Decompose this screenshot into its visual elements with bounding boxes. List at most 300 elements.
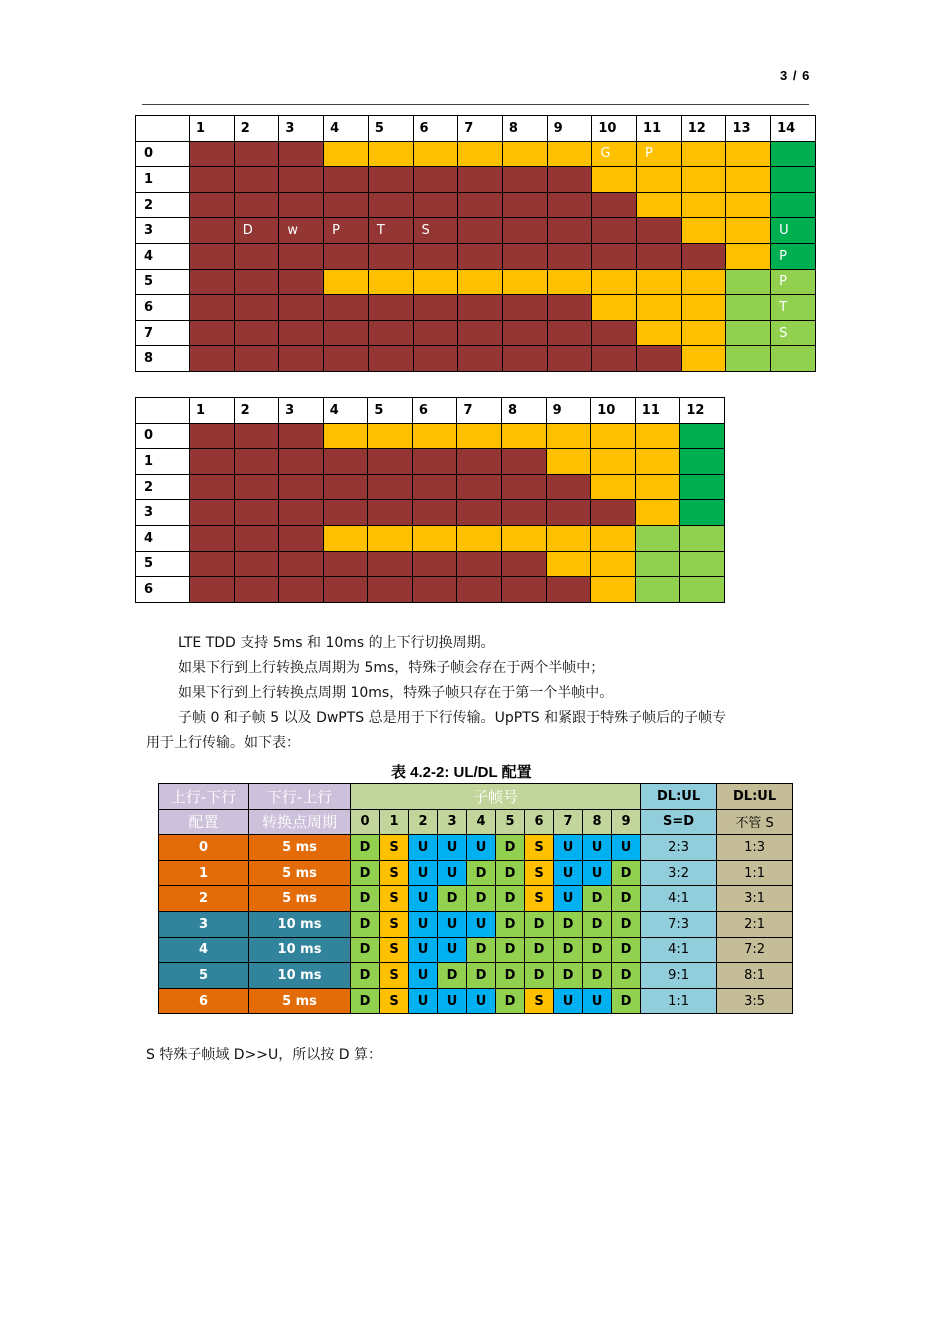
grid-cell	[368, 423, 413, 449]
subframe-cell: D	[554, 911, 583, 937]
grid-cell	[234, 243, 279, 269]
subframe-cell: U	[409, 911, 438, 937]
header-ratio-s-d-sub: S=D	[641, 809, 717, 835]
grid-cell	[279, 141, 324, 167]
grid-cell	[190, 295, 235, 321]
grid-cell: w	[279, 218, 324, 244]
switch-period: 10 ms	[249, 911, 351, 937]
grid-cell	[234, 449, 279, 475]
grid-cell	[726, 346, 771, 372]
grid-cell	[368, 243, 413, 269]
grid-row	[136, 141, 816, 167]
subframe-number-header: 4	[467, 809, 496, 835]
grid-cell	[637, 218, 682, 244]
config-row	[159, 886, 793, 912]
grid-row	[136, 346, 816, 372]
ratio-ignore-s: 1:3	[717, 835, 793, 861]
grid-cell	[546, 577, 591, 603]
grid-cell	[681, 269, 726, 295]
grid-row-label: 2	[136, 192, 190, 218]
grid-column-header: 13	[726, 116, 771, 142]
subframe-cell: D	[351, 911, 380, 937]
grid-cell	[279, 167, 324, 193]
subframe-cell: D	[612, 963, 641, 989]
grid-cell	[279, 525, 324, 551]
grid-cell	[279, 449, 324, 475]
grid-cell	[681, 295, 726, 321]
ratio-s-d: 7:3	[641, 911, 717, 937]
subframe-cell: S	[525, 835, 554, 861]
paragraph-1: LTE TDD 支持 5ms 和 10ms 的上下行切换周期。	[178, 635, 495, 651]
grid-row	[136, 525, 725, 551]
grid-cell	[771, 346, 816, 372]
grid-cell	[413, 141, 458, 167]
grid-cell	[547, 269, 592, 295]
header-rule	[142, 104, 809, 105]
ratio-s-d: 4:1	[641, 886, 717, 912]
subframe-cell: D	[467, 860, 496, 886]
grid-cell	[681, 167, 726, 193]
grid-cell	[413, 192, 458, 218]
subframe-cell: D	[351, 886, 380, 912]
grid-cell	[279, 423, 324, 449]
grid-cell	[592, 218, 637, 244]
grid-cell	[457, 551, 502, 577]
grid-row-label: 3	[136, 500, 190, 526]
grid-cell	[323, 551, 368, 577]
subframe-cell: D	[351, 988, 380, 1014]
config-row	[159, 963, 793, 989]
grid-cell	[413, 269, 458, 295]
subframe-cell: U	[467, 835, 496, 861]
grid-cell	[323, 474, 368, 500]
grid-column-header: 4	[324, 116, 369, 142]
switch-period: 10 ms	[249, 937, 351, 963]
grid-cell	[680, 551, 725, 577]
subframe-cell: U	[438, 937, 467, 963]
grid-cell	[457, 577, 502, 603]
grid-row-label: 3	[136, 218, 190, 244]
grid-cell	[458, 346, 503, 372]
grid-row	[136, 192, 816, 218]
grid-column-header: 9	[547, 116, 592, 142]
grid-cell	[190, 243, 235, 269]
paragraph-6: S 特殊子帧域 D>>U，所以按 D 算：	[146, 1047, 382, 1063]
grid-cell	[190, 192, 235, 218]
grid-cell	[368, 577, 413, 603]
paragraph-3: 如果下行到上行转换点周期 10ms，特殊子帧只存在于第一个半帧中。	[178, 685, 614, 701]
subframe-cell: D	[554, 937, 583, 963]
header-subframe: 子帧号	[351, 784, 641, 810]
grid-row-label: 7	[136, 320, 190, 346]
grid-cell: P	[324, 218, 369, 244]
grid-column-header: 2	[234, 116, 279, 142]
grid-cell	[547, 320, 592, 346]
grid-row	[136, 449, 725, 475]
grid-cell	[412, 423, 457, 449]
config-row	[159, 911, 793, 937]
grid-cell	[412, 500, 457, 526]
subframe-cell: D	[525, 911, 554, 937]
grid-cell	[502, 346, 547, 372]
ratio-ignore-s: 3:1	[717, 886, 793, 912]
grid-row-label: 6	[136, 577, 190, 603]
grid-cell	[592, 192, 637, 218]
grid-column-header: 8	[502, 116, 547, 142]
grid-row	[136, 500, 725, 526]
subframe-cell: U	[612, 835, 641, 861]
header-ratio-ignore-s-sub: 不管 S	[717, 809, 793, 835]
grid-cell	[637, 167, 682, 193]
subframe-cell: U	[409, 963, 438, 989]
grid-cell	[458, 192, 503, 218]
grid-cell	[637, 320, 682, 346]
grid-cell	[502, 320, 547, 346]
grid-cell	[279, 295, 324, 321]
grid-cell: G	[592, 141, 637, 167]
subframe-cell: D	[496, 911, 525, 937]
ratio-ignore-s: 1:1	[717, 860, 793, 886]
grid-row	[136, 423, 725, 449]
grid-cell	[547, 243, 592, 269]
grid-cell	[547, 346, 592, 372]
subframe-cell: D	[525, 963, 554, 989]
grid-cell	[771, 167, 816, 193]
grid-cell: U	[771, 218, 816, 244]
grid-cell	[412, 449, 457, 475]
grid-cell: S	[413, 218, 458, 244]
grid-cell	[680, 449, 725, 475]
grid-cell	[547, 218, 592, 244]
grid-cell	[547, 295, 592, 321]
grid-cell	[680, 423, 725, 449]
grid-cell	[368, 474, 413, 500]
grid-cell	[726, 243, 771, 269]
grid-cell	[546, 551, 591, 577]
subframe-cell: U	[409, 860, 438, 886]
subframe-cell: D	[438, 963, 467, 989]
grid-cell	[323, 449, 368, 475]
grid-cell	[190, 500, 235, 526]
grid-column-header: 14	[771, 116, 816, 142]
subframe-cell: U	[409, 886, 438, 912]
subframe-cell: D	[438, 886, 467, 912]
grid-cell	[726, 218, 771, 244]
grid-cell	[680, 474, 725, 500]
header-period-sub: 转换点周期	[249, 809, 351, 835]
header-period: 下行-上行	[249, 784, 351, 810]
subframe-cell: U	[554, 860, 583, 886]
grid-row-label: 6	[136, 295, 190, 321]
subframe-number-header: 0	[351, 809, 380, 835]
grid-column-header: 11	[635, 398, 680, 424]
grid-cell	[637, 243, 682, 269]
grid-cell	[637, 295, 682, 321]
grid-cell	[324, 192, 369, 218]
grid-cell	[635, 449, 680, 475]
grid-cell: D	[234, 218, 279, 244]
subframe-cell: S	[380, 963, 409, 989]
grid-cell	[726, 167, 771, 193]
grid-cell	[680, 577, 725, 603]
grid-cell	[234, 269, 279, 295]
subframe-cell: U	[554, 886, 583, 912]
grid-column-header: 5	[368, 398, 413, 424]
ratio-s-d: 9:1	[641, 963, 717, 989]
subframe-cell: D	[612, 937, 641, 963]
subframe-cell: U	[409, 937, 438, 963]
subframe-number-header: 7	[554, 809, 583, 835]
subframe-cell: U	[409, 835, 438, 861]
subframe-cell: S	[380, 835, 409, 861]
grid-cell	[502, 551, 547, 577]
subframe-cell: U	[583, 988, 612, 1014]
grid-cell	[412, 577, 457, 603]
grid-column-header: 3	[279, 116, 324, 142]
grid-cell	[591, 449, 636, 475]
ratio-s-d: 1:1	[641, 988, 717, 1014]
grid-cell	[368, 525, 413, 551]
grid-cell	[502, 423, 547, 449]
grid-cell: P	[771, 269, 816, 295]
subframe-cell: U	[554, 988, 583, 1014]
grid-cell	[546, 474, 591, 500]
grid-row	[136, 551, 725, 577]
subframe-cell: U	[467, 988, 496, 1014]
subframe-cell: S	[380, 988, 409, 1014]
grid-cell	[680, 500, 725, 526]
grid-cell	[324, 167, 369, 193]
grid-cell	[458, 320, 503, 346]
grid-cell	[592, 346, 637, 372]
grid-cell	[635, 500, 680, 526]
grid-column-header: 1	[190, 398, 235, 424]
subframe-cell: D	[583, 963, 612, 989]
subframe-cell: D	[612, 911, 641, 937]
config-row	[159, 860, 793, 886]
grid-cell	[546, 423, 591, 449]
ratio-ignore-s: 7:2	[717, 937, 793, 963]
grid-cell	[412, 525, 457, 551]
grid-cell	[591, 577, 636, 603]
subframe-cell: D	[467, 963, 496, 989]
subframe-number-header: 9	[612, 809, 641, 835]
grid-cell	[279, 500, 324, 526]
grid-cell	[413, 295, 458, 321]
grid-cell: P	[637, 141, 682, 167]
grid-cell	[458, 269, 503, 295]
grid-column-header: 11	[637, 116, 682, 142]
grid-cell	[323, 500, 368, 526]
grid-cell	[502, 449, 547, 475]
grid-row-label: 4	[136, 525, 190, 551]
subframe-cell: U	[554, 835, 583, 861]
subframe-cell: S	[380, 937, 409, 963]
grid-cell: S	[771, 320, 816, 346]
grid-cell	[234, 474, 279, 500]
grid-cell	[635, 474, 680, 500]
grid-cell: T	[771, 295, 816, 321]
grid-cell	[413, 167, 458, 193]
switch-period: 5 ms	[249, 886, 351, 912]
grid-row-label: 0	[136, 423, 190, 449]
subframe-cell: D	[496, 835, 525, 861]
table-caption: 表 4.2-2: UL/DL 配置	[391, 764, 532, 781]
grid-cell	[502, 295, 547, 321]
grid-cell	[190, 218, 235, 244]
grid-cell	[323, 577, 368, 603]
subframe-cell: D	[496, 937, 525, 963]
grid-cell	[190, 346, 235, 372]
subframe-cell: D	[525, 937, 554, 963]
grid-cell	[234, 295, 279, 321]
grid-cell	[413, 320, 458, 346]
grid-cell	[726, 320, 771, 346]
subframe-cell: D	[496, 860, 525, 886]
grid-cell	[324, 141, 369, 167]
subframe-number-header: 6	[525, 809, 554, 835]
grid-cell	[368, 192, 413, 218]
grid-cell	[681, 192, 726, 218]
switch-period: 5 ms	[249, 835, 351, 861]
subframe-cell: D	[467, 886, 496, 912]
grid-cell	[190, 551, 235, 577]
grid-cell	[457, 474, 502, 500]
config-row	[159, 937, 793, 963]
header-config-sub: 配置	[159, 809, 249, 835]
subframe-cell: S	[525, 886, 554, 912]
grid-cell	[458, 295, 503, 321]
grid-cell	[190, 269, 235, 295]
grid-cell	[635, 525, 680, 551]
ratio-s-d: 4:1	[641, 937, 717, 963]
grid-corner	[136, 398, 190, 424]
grid-row-label: 0	[136, 141, 190, 167]
grid-cell	[413, 243, 458, 269]
switch-period: 5 ms	[249, 860, 351, 886]
grid-cell	[457, 500, 502, 526]
grid-column-header: 3	[279, 398, 324, 424]
ratio-s-d: 3:2	[641, 860, 717, 886]
grid-cell	[368, 500, 413, 526]
grid-cell	[637, 192, 682, 218]
subframe-cell: D	[612, 988, 641, 1014]
grid-row-label: 5	[136, 269, 190, 295]
grid-cell	[190, 525, 235, 551]
grid-row	[136, 269, 816, 295]
subframe-grid-normal-cp	[135, 115, 816, 372]
grid-cell	[279, 243, 324, 269]
subframe-cell: D	[496, 988, 525, 1014]
grid-cell	[726, 192, 771, 218]
subframe-cell: U	[409, 988, 438, 1014]
grid-cell	[502, 577, 547, 603]
grid-column-header: 1	[190, 116, 235, 142]
grid-cell	[591, 474, 636, 500]
ratio-ignore-s: 8:1	[717, 963, 793, 989]
grid-cell: T	[368, 218, 413, 244]
grid-row-label: 4	[136, 243, 190, 269]
grid-cell	[234, 525, 279, 551]
grid-cell	[324, 346, 369, 372]
subframe-number-header: 2	[409, 809, 438, 835]
subframe-cell: U	[583, 835, 612, 861]
grid-cell	[279, 577, 324, 603]
grid-cell	[681, 218, 726, 244]
grid-cell	[234, 500, 279, 526]
grid-cell	[323, 525, 368, 551]
grid-cell	[324, 320, 369, 346]
header-ratio-s-d: DL:UL	[641, 784, 717, 810]
grid-row-label: 1	[136, 167, 190, 193]
grid-row-label: 1	[136, 449, 190, 475]
grid-cell	[592, 167, 637, 193]
grid-cell	[502, 192, 547, 218]
grid-cell	[234, 192, 279, 218]
grid-cell	[457, 449, 502, 475]
grid-cell	[234, 320, 279, 346]
config-row	[159, 835, 793, 861]
grid-column-header: 10	[591, 398, 636, 424]
grid-cell	[190, 141, 235, 167]
grid-cell	[502, 525, 547, 551]
subframe-number-header: 5	[496, 809, 525, 835]
switch-period: 10 ms	[249, 963, 351, 989]
ratio-ignore-s: 2:1	[717, 911, 793, 937]
grid-cell	[234, 577, 279, 603]
subframe-cell: D	[496, 963, 525, 989]
subframe-cell: S	[380, 860, 409, 886]
grid-row	[136, 243, 816, 269]
grid-column-header: 10	[592, 116, 637, 142]
subframe-grid-extended-cp	[135, 397, 725, 603]
grid-cell	[592, 295, 637, 321]
header-ratio-ignore-s: DL:UL	[717, 784, 793, 810]
grid-cell	[681, 243, 726, 269]
grid-cell	[592, 320, 637, 346]
grid-cell	[279, 346, 324, 372]
grid-cell	[323, 423, 368, 449]
grid-row	[136, 320, 816, 346]
subframe-number-header: 1	[380, 809, 409, 835]
grid-cell	[547, 141, 592, 167]
subframe-cell: U	[583, 860, 612, 886]
grid-column-header: 2	[234, 398, 279, 424]
grid-row-label: 2	[136, 474, 190, 500]
grid-cell	[635, 551, 680, 577]
grid-cell	[279, 192, 324, 218]
grid-cell	[546, 525, 591, 551]
grid-column-header: 12	[680, 398, 725, 424]
grid-cell	[637, 269, 682, 295]
subframe-cell: S	[380, 886, 409, 912]
subframe-cell: U	[438, 835, 467, 861]
subframe-cell: U	[467, 911, 496, 937]
config-number: 3	[159, 911, 249, 937]
config-number: 4	[159, 937, 249, 963]
grid-cell	[771, 141, 816, 167]
subframe-cell: D	[612, 886, 641, 912]
grid-cell	[413, 346, 458, 372]
ratio-ignore-s: 3:5	[717, 988, 793, 1014]
grid-column-header: 8	[502, 398, 547, 424]
ratio-s-d: 2:3	[641, 835, 717, 861]
grid-row	[136, 474, 725, 500]
subframe-number-header: 8	[583, 809, 612, 835]
grid-cell	[502, 500, 547, 526]
grid-column-header: 6	[412, 398, 457, 424]
grid-cell	[502, 269, 547, 295]
